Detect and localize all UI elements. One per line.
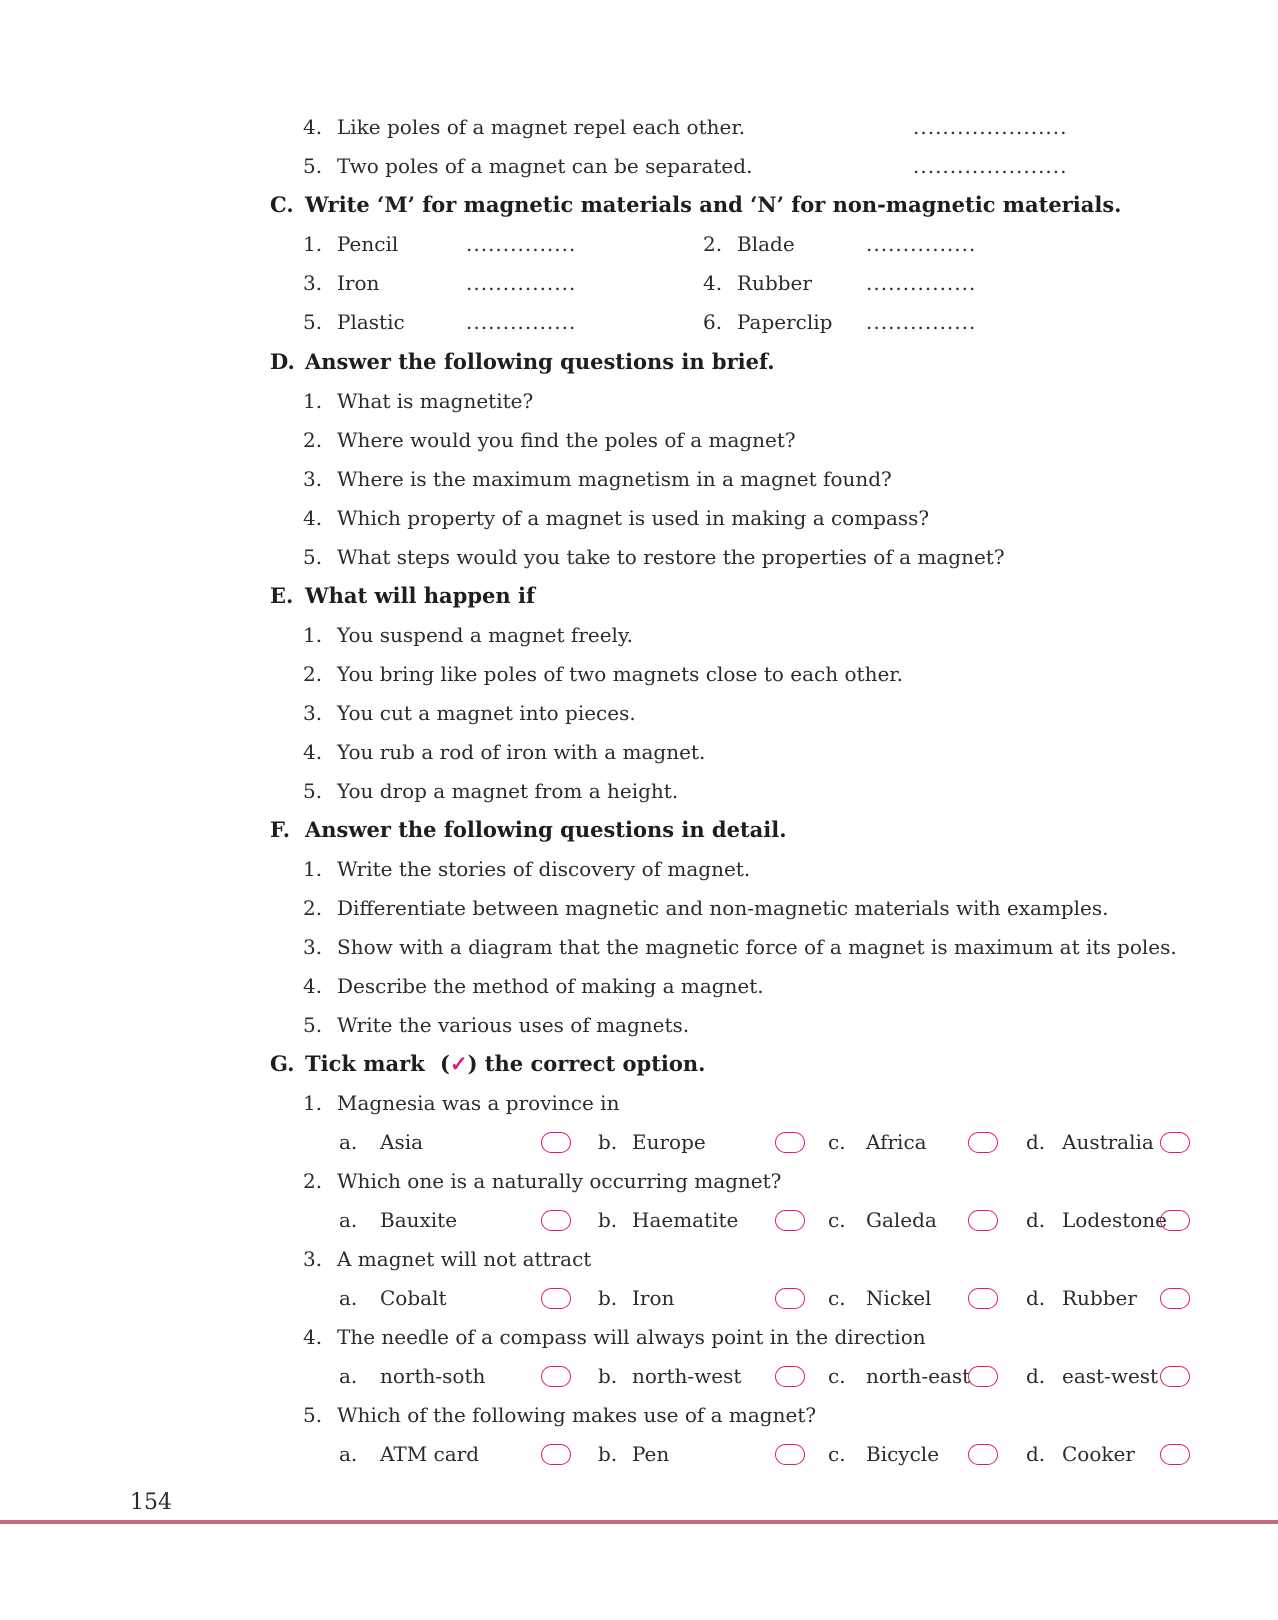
question-text: The needle of a compass will always point in the direction	[337, 1325, 926, 1349]
item-number: 5.	[303, 1013, 323, 1037]
question-text: Where would you find the poles of a magnet?	[337, 428, 796, 452]
option-checkbox[interactable]	[775, 1132, 805, 1153]
item-number: 5.	[303, 779, 323, 803]
page-number: 154	[130, 1490, 172, 1515]
section-title-pre: Tick mark	[305, 1051, 425, 1076]
answer-blank[interactable]: .....................	[913, 154, 1068, 178]
material-name: Paperclip	[737, 310, 833, 334]
option-checkbox[interactable]	[1160, 1288, 1190, 1309]
option-checkbox[interactable]	[541, 1210, 571, 1231]
option-text: Haematite	[632, 1208, 739, 1232]
material-name: Iron	[337, 271, 380, 295]
item-number: 1.	[303, 1091, 323, 1115]
option-checkbox[interactable]	[968, 1288, 998, 1309]
item-number: 4.	[303, 506, 323, 530]
question-text: You drop a magnet from a height.	[337, 779, 679, 803]
option-letter: b.	[598, 1130, 618, 1154]
option-checkbox[interactable]	[775, 1366, 805, 1387]
option-letter: a.	[339, 1130, 358, 1154]
option-letter: b.	[598, 1364, 618, 1388]
item-number: 2.	[703, 232, 723, 256]
option-checkbox[interactable]	[541, 1366, 571, 1387]
option-text: Pen	[632, 1442, 670, 1466]
question-text: What steps would you take to restore the properties of a magnet?	[337, 545, 1005, 569]
item-number: 5.	[303, 154, 323, 178]
option-letter: c.	[828, 1286, 846, 1310]
section-letter: D.	[270, 349, 295, 374]
item-number: 5.	[303, 1403, 323, 1427]
answer-blank[interactable]: ...............	[466, 232, 577, 256]
option-checkbox[interactable]	[1160, 1132, 1190, 1153]
option-checkbox[interactable]	[1160, 1444, 1190, 1465]
option-text: Lodestone	[1062, 1208, 1168, 1232]
question-text: Describe the method of making a magnet.	[337, 974, 764, 998]
option-letter: b.	[598, 1208, 618, 1232]
option-text: Cooker	[1062, 1442, 1135, 1466]
item-number: 2.	[303, 1169, 323, 1193]
option-text: Nickel	[866, 1286, 932, 1310]
material-name: Pencil	[337, 232, 399, 256]
option-text: Bauxite	[380, 1208, 458, 1232]
option-text: north-west	[632, 1364, 742, 1388]
option-letter: d.	[1026, 1208, 1046, 1232]
option-checkbox[interactable]	[1160, 1366, 1190, 1387]
material-name: Blade	[737, 232, 795, 256]
item-number: 1.	[303, 623, 323, 647]
option-text: Asia	[380, 1130, 424, 1154]
item-number: 3.	[303, 467, 323, 491]
item-number: 5.	[303, 545, 323, 569]
option-text: Galeda	[866, 1208, 937, 1232]
question-text: You suspend a magnet freely.	[337, 623, 633, 647]
question-text: Write the various uses of magnets.	[337, 1013, 690, 1037]
item-number: 1.	[303, 857, 323, 881]
question-text: Magnesia was a province in	[337, 1091, 620, 1115]
section-title-post: ) the correct option.	[467, 1051, 706, 1076]
option-letter: d.	[1026, 1442, 1046, 1466]
answer-blank[interactable]: .....................	[913, 115, 1068, 139]
option-letter: a.	[339, 1364, 358, 1388]
option-text: Bicycle	[866, 1442, 940, 1466]
option-letter: b.	[598, 1286, 618, 1310]
option-letter: c.	[828, 1442, 846, 1466]
section-title: Answer the following questions in brief.	[305, 349, 775, 374]
section-title: Write ‘M’ for magnetic materials and ‘N’ for non-magnetic materials.	[305, 192, 1122, 217]
section-letter: E.	[270, 583, 294, 608]
option-checkbox[interactable]	[968, 1132, 998, 1153]
material-name: Rubber	[737, 271, 812, 295]
option-letter: c.	[828, 1208, 846, 1232]
item-number: 5.	[303, 310, 323, 334]
item-number: 2.	[303, 428, 323, 452]
open-paren: (	[440, 1051, 450, 1076]
section-title: Answer the following questions in detail.	[305, 817, 787, 842]
answer-blank[interactable]: ...............	[866, 232, 977, 256]
option-checkbox[interactable]	[775, 1210, 805, 1231]
section-letter: F.	[270, 817, 291, 842]
item-number: 4.	[703, 271, 723, 295]
option-text: north-east	[866, 1364, 971, 1388]
question-text: You bring like poles of two magnets close to each other.	[337, 662, 904, 686]
option-text: east-west	[1062, 1364, 1159, 1388]
option-checkbox[interactable]	[1160, 1210, 1190, 1231]
question-text: Differentiate between magnetic and non-magnetic materials with examples.	[337, 896, 1109, 920]
question-text: You cut a magnet into pieces.	[337, 701, 636, 725]
option-text: Europe	[632, 1130, 706, 1154]
item-number: 4.	[303, 1325, 323, 1349]
question-text: A magnet will not attract	[337, 1247, 592, 1271]
option-letter: d.	[1026, 1130, 1046, 1154]
question-text: Write the stories of discovery of magnet.	[337, 857, 751, 881]
item-number: 6.	[703, 310, 723, 334]
option-text: north-soth	[380, 1364, 486, 1388]
option-text: Cobalt	[380, 1286, 447, 1310]
option-checkbox[interactable]	[968, 1210, 998, 1231]
option-text: Africa	[866, 1130, 927, 1154]
option-letter: c.	[828, 1130, 846, 1154]
item-number: 4.	[303, 974, 323, 998]
answer-blank[interactable]: ...............	[866, 271, 977, 295]
option-letter: d.	[1026, 1286, 1046, 1310]
item-number: 2.	[303, 662, 323, 686]
section-letter: C.	[270, 192, 294, 217]
option-text: Australia	[1062, 1130, 1154, 1154]
option-checkbox[interactable]	[775, 1444, 805, 1465]
section-title	[305, 1051, 705, 1077]
item-number: 3.	[303, 271, 323, 295]
option-checkbox[interactable]	[541, 1132, 571, 1153]
option-letter: a.	[339, 1286, 358, 1310]
item-number: 3.	[303, 701, 323, 725]
item-number: 3.	[303, 935, 323, 959]
option-checkbox[interactable]	[541, 1288, 571, 1309]
item-number: 4.	[303, 740, 323, 764]
option-letter: b.	[598, 1442, 618, 1466]
option-text: ATM card	[380, 1442, 480, 1466]
option-text: Iron	[632, 1286, 675, 1310]
answer-blank[interactable]: ...............	[466, 310, 577, 334]
question-text: Which of the following makes use of a magnet?	[337, 1403, 817, 1427]
item-number: 3.	[303, 1247, 323, 1271]
option-checkbox[interactable]	[968, 1366, 998, 1387]
question-text: Which one is a naturally occurring magnet?	[337, 1169, 782, 1193]
question-text: You rub a rod of iron with a magnet.	[337, 740, 706, 764]
question-text: What is magnetite?	[337, 389, 534, 413]
option-letter: a.	[339, 1208, 358, 1232]
tick-mark-icon: ✓	[449, 1051, 468, 1076]
option-letter: c.	[828, 1364, 846, 1388]
option-text: Rubber	[1062, 1286, 1137, 1310]
material-name: Plastic	[337, 310, 405, 334]
question-text: Where is the maximum magnetism in a magnet found?	[337, 467, 892, 491]
answer-blank[interactable]: ...............	[866, 310, 977, 334]
item-number: 4.	[303, 115, 323, 139]
statement-text: Like poles of a magnet repel each other.	[337, 115, 746, 139]
question-text: Show with a diagram that the magnetic force of a magnet is maximum at its poles.	[337, 935, 1177, 959]
section-title: What will happen if	[305, 583, 535, 608]
option-checkbox[interactable]	[968, 1444, 998, 1465]
option-checkbox[interactable]	[541, 1444, 571, 1465]
section-letter: G.	[270, 1051, 295, 1076]
option-letter: d.	[1026, 1364, 1046, 1388]
footer-rule	[0, 1520, 1278, 1524]
question-text: Which property of a magnet is used in making a compass?	[337, 506, 930, 530]
option-checkbox[interactable]	[775, 1288, 805, 1309]
statement-text: Two poles of a magnet can be separated.	[337, 154, 753, 178]
item-number: 2.	[303, 896, 323, 920]
answer-blank[interactable]: ...............	[466, 271, 577, 295]
option-letter: a.	[339, 1442, 358, 1466]
item-number: 1.	[303, 389, 323, 413]
item-number: 1.	[303, 232, 323, 256]
